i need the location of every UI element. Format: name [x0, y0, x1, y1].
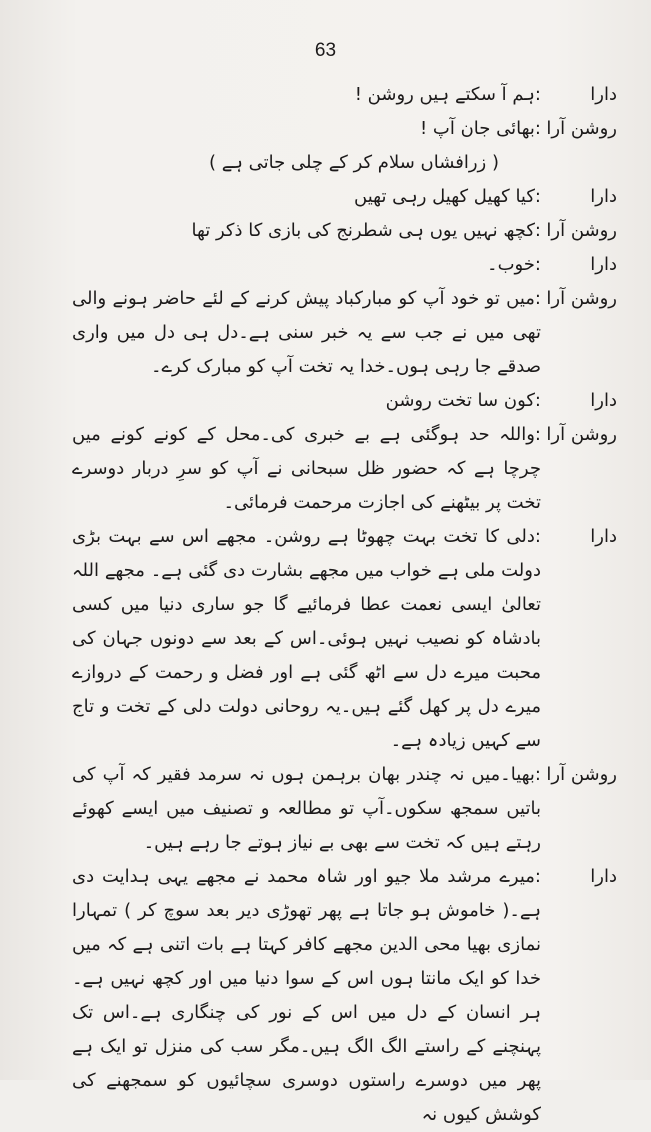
dialogue-text: :ہم آ سکتے ہیں روشن !	[354, 84, 541, 105]
dialogue-text: :کون سا تخت روشن	[385, 390, 541, 411]
dialogue-entry	[72, 112, 617, 146]
dialogue-entry	[72, 860, 617, 1132]
dialogue-entry	[72, 758, 617, 860]
play-script	[72, 78, 617, 1132]
dialogue-entry	[72, 180, 617, 214]
dialogue-entry	[72, 214, 617, 248]
dialogue-text: :کچھ نہیں یوں ہی شطرنج کی بازی کا ذکر تھا	[191, 220, 541, 241]
dialogue-text: :واللہ حد ہوگئی ہے بے خبری کی۔محل کے کونے کونے میں چرچا ہے کہ حضور ظل سبحانی نے آپ کو سرِ دربار دوسرے تخت پر بیٹھنے کی اجازت مرحمت فرمائی۔	[72, 424, 541, 513]
dialogue-entry	[72, 418, 617, 520]
speaker-name: دارا	[590, 866, 617, 887]
dialogue-entry	[72, 248, 617, 282]
dialogue-entry	[72, 384, 617, 418]
speaker-name: روشن آرا	[546, 220, 617, 241]
page-number: 63	[314, 40, 337, 61]
dialogue-entry	[72, 78, 617, 112]
speaker-name: روشن آرا	[546, 764, 617, 785]
dialogue-text: :بھیا۔میں نہ چندر بھان برہمن ہوں نہ سرمد فقیر کہ آپ کی باتیں سمجھ سکوں۔آپ تو مطالعہ و تصنیف میں ایسے کھوئے رہتے ہیں کہ تخت سے بھی بے نیاز ہوتے جا رہے ہیں۔	[72, 764, 541, 853]
dialogue-entry	[72, 520, 617, 758]
speaker-name: دارا	[590, 526, 617, 547]
speaker-name: دارا	[590, 254, 617, 275]
dialogue-text: :خوب۔	[487, 254, 541, 275]
speaker-name: دارا	[590, 186, 617, 207]
speaker-name: دارا	[590, 390, 617, 411]
dialogue-text: :بھائی جان آپ !	[419, 118, 541, 139]
speaker-name: روشن آرا	[546, 424, 617, 445]
dialogue-text: :میں تو خود آپ کو مبارکباد پیش کرنے کے لئے حاضر ہونے والی تھی میں نے جب سے یہ خبر سنی ہے۔دل ہی دل میں واری صدقے جا رہی ہوں۔خدا یہ تخت آپ کو مبارک کرے۔	[72, 288, 541, 377]
speaker-name: روشن آرا	[546, 288, 617, 309]
stage-direction: ( زرافشاں سلام کر کے چلی جاتی ہے )	[209, 152, 499, 173]
speaker-name: روشن آرا	[546, 118, 617, 139]
dialogue-text: :کیا کھیل کھیل رہی تھیں	[354, 186, 541, 207]
dialogue-text: :دلی کا تخت بہت چھوٹا ہے روشن۔ مجھے اس سے بہت بڑی دولت ملی ہے خواب میں مجھے بشارت دی گئی ہے۔ مجھے اللہ تعالیٰ ایسی نعمت عطا فرمائیے گا جو ساری دنیا میں کسی بادشاہ کو نصیب نہیں ہوئی۔اس کے بعد سے دونوں جہان کی محبت میرے دل سے اٹھ گئی ہے اور فضل و رحمت کے دروازے میرے دل پر کھل گئے ہیں۔یہ روحانی دولت دلی کے تخت و تاج سے کہیں زیادہ ہے۔	[72, 526, 541, 751]
dialogue-entry	[72, 282, 617, 384]
speaker-name: دارا	[590, 84, 617, 105]
dialogue-text: :میرے مرشد ملا جیو اور شاہ محمد نے مجھے یہی ہدایت دی ہے۔( خاموش ہو جاتا ہے پھر تھوڑی دیر بعد سوچ کر ) تمہارا نمازی بھیا محی الدین مجھے کافر کہتا ہے بات اتنی ہے کہ میں خدا کو ایک مانتا ہوں اس کے سوا دنیا میں اور کچھ نہیں ہے۔ہر انسان کے دل میں اس کے نور کی چنگاری ہے۔اس تک پہنچنے کے راستے الگ الگ ہیں۔مگر سب کی منزل تو ایک ہے پھر میں دوسرے راستوں دوسری سچائیوں کو سمجھنے کی کوشش کیوں نہ	[72, 866, 541, 1125]
